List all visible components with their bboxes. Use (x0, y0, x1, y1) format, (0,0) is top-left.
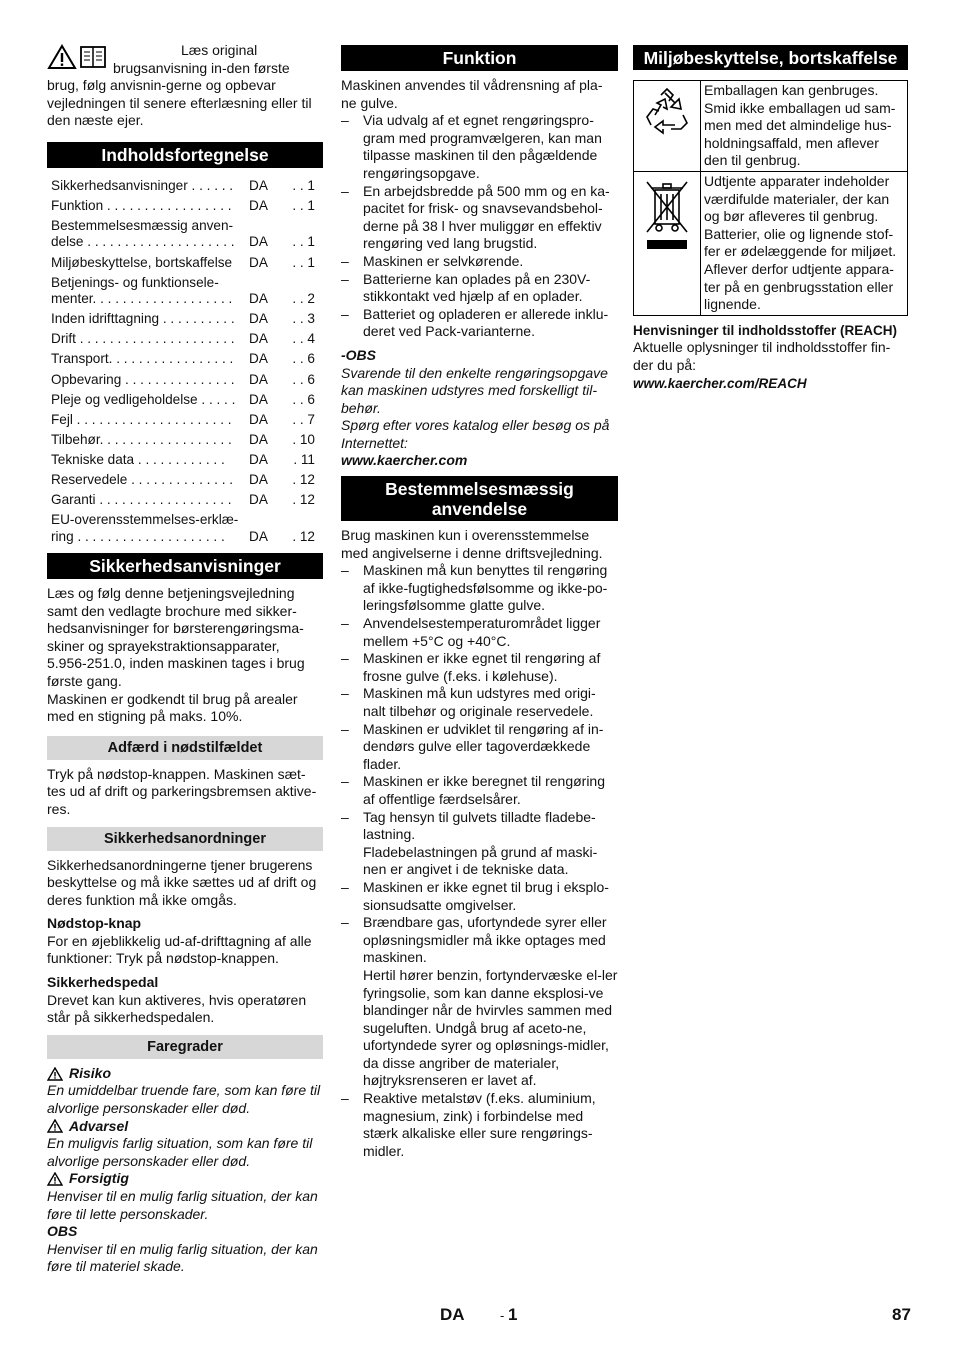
toc-entry-label: Sikkerhedsanvisninger . . . . . . (51, 177, 234, 193)
toc-row[interactable] (47, 273, 323, 310)
list-item: – Batterierne kan oplades på en 230V-stikkontakt ved hjælp af en oplader. (341, 271, 618, 306)
risk-heading-text: Risiko (69, 1064, 112, 1081)
toc-entry-lang: DA (249, 528, 268, 544)
function-list (341, 112, 618, 341)
environment-title: Miljøbeskyttelse, bortskaffelse (633, 45, 908, 70)
list-item: – Maskinen må kun benyttes til rengøring af ikke-fugtighedsfølsomme og ikke-po-leringsfølsomme glatte gulve. (341, 562, 618, 615)
safety-p1: Læs og følg denne betjeningsvejledning samt den vedlagte brochure med sikker-hedsanvisninger for børsterengøringsma-skiner og sprayekstraktionsapparater, 5.956-251.0, inden maskinen tages i brug første gang. (47, 584, 305, 689)
risk-text: En umiddelbar truende fare, som kan føre til alvorlige personskader eller død. (47, 1082, 321, 1117)
crossed-bin-icon-cell (634, 171, 701, 315)
function-url[interactable]: www.kaercher.com (341, 452, 468, 469)
toc-entry-label: Opbevaring . . . . . . . . . . . . . . . (51, 371, 235, 387)
toc-row[interactable] (47, 216, 323, 253)
toc-entry-page: . . 7 (292, 411, 315, 427)
devices-text: Sikkerhedsanordningerne tjener brugerens beskyttelse og må ikke sættes ud af drift og deres funktion må ikke omgås. (47, 856, 317, 908)
estop-heading: Nødstop-knap (47, 915, 142, 932)
toc-row[interactable] (47, 510, 323, 547)
list-item: – Maskinen er ikke egnet til rengøring af frosne gulve (f.eks. i kølehuse). (341, 650, 618, 685)
toc-entry-lang: DA (249, 331, 268, 347)
toc-entry-lang: DA (249, 411, 268, 427)
toc-entry-lang: DA (249, 451, 268, 467)
toc-entry-page: . 12 (292, 471, 315, 487)
toc-entry-lang: DA (249, 431, 268, 447)
toc-entry-page: . . 3 (292, 311, 315, 327)
toc-entry-label: Reservedele . . . . . . . . . . . . . . (51, 471, 234, 487)
toc-row[interactable] (47, 330, 323, 350)
warning-triangle-icon (47, 1067, 63, 1081)
manual-book-icon (79, 44, 107, 70)
toc-entry-page: . 12 (292, 528, 315, 544)
footer-lang: DA (440, 1305, 465, 1324)
toc-entry-label: EU-overensstemmelses-erklæ-ring . . . . . . . . . . . . . . . . . . . . (51, 512, 239, 544)
intended-list (341, 562, 618, 1160)
intro-icons (47, 44, 107, 70)
environment-row-recycling (634, 81, 908, 172)
footer-sub-num: 1 (507, 1305, 518, 1324)
toc-row[interactable] (47, 253, 323, 273)
emergency-text: Tryk på nødstop-knappen. Maskinen sæt-tes ud af drift og parkeringsbremsen aktive-res. (47, 765, 317, 817)
toc-entry-page: . 11 (293, 451, 315, 467)
toc-row[interactable] (47, 176, 323, 196)
toc-row[interactable] (47, 350, 323, 370)
reach-text: Aktuelle oplysninger til indholdsstoffer fin-der du på: (633, 339, 891, 373)
toc-row[interactable] (47, 196, 323, 216)
toc-entry-page: . . 1 (292, 234, 315, 250)
list-item: – Maskinen er ikke egnet til brug i eksplo-sionsudsatte omgivelser. (341, 879, 618, 914)
toc-entry-page: . . 4 (292, 331, 315, 347)
intro-block (47, 42, 323, 130)
list-item: – Anvendelsestemperaturområdet ligger mellem +5°C og +40°C. (341, 615, 618, 650)
function-note-heading: -OBS (341, 346, 377, 363)
toc-entry-page: . . 1 (292, 177, 315, 193)
intended-intro: Brug maskinen kun i overensstemmelse med angivelserne i denne driftsvejledning. (341, 527, 603, 561)
recycling-icon (641, 85, 693, 137)
crossed-out-bin-icon (641, 176, 693, 252)
environment-table (633, 80, 908, 316)
toc-entry-page: . 10 (292, 431, 315, 447)
list-item: – Maskinen er ikke beregnet til rengøring af offentlige færdselsårer. (341, 773, 618, 808)
caution-text: Henviser til en mulig farlig situation, der kan føre til lette personskader. (47, 1188, 318, 1222)
list-item: – Via udvalg af et egnet rengøringspro-gram med programvælgeren, kan man tilpasse maskinen til den pågældende rengøringsopgave. (341, 112, 618, 182)
toc-row[interactable] (47, 370, 323, 390)
risk-heading (47, 1065, 323, 1083)
toc-entry-page: . . 6 (292, 371, 315, 387)
function-title: Funktion (341, 45, 618, 71)
devices-title: Sikkerhedsanordninger (47, 827, 323, 851)
toc-row[interactable] (47, 309, 323, 329)
column-middle (341, 42, 618, 1160)
reach-url[interactable]: www.kaercher.com/REACH (633, 375, 807, 391)
function-note-heading-text: OBS (345, 346, 377, 363)
warning-heading-text: Advarsel (69, 1117, 129, 1134)
toc-entry-label: Miljøbeskyttelse, bortskaffelse (51, 254, 233, 270)
warning-text: En muligvis farlig situation, som kan føre til alvorlige personskader eller død. (47, 1135, 313, 1169)
toc-row[interactable] (47, 410, 323, 430)
estop-text: For en øjeblikkelig ud-af-drifttagning af alle funktioner: Tryk på nødstop-knappen. (47, 932, 312, 967)
safety-p2: Maskinen er godkendt til brug på arealer med en stigning på maks. 10%. (47, 690, 298, 725)
function-note-text1: Svarende til den enkelte rengøringsopgave kan maskinen udstyres med forskelligt til-behør. (341, 364, 608, 416)
toc-entry-label: Drift . . . . . . . . . . . . . . . . . . . . . (51, 331, 235, 347)
toc-entry-label: Funktion . . . . . . . . . . . . . . . . . (51, 197, 232, 213)
toc-entry-label: Fejl . . . . . . . . . . . . . . . . . . . . . (51, 411, 232, 427)
warning-triangle-icon (47, 1119, 63, 1133)
safety-title: Sikkerhedsanvisninger (47, 553, 323, 579)
reach-heading: Henvisninger til indholdsstoffer (REACH) (633, 322, 898, 338)
hazard-title: Faregrader (47, 1035, 323, 1059)
toc-entry-lang: DA (249, 234, 268, 250)
toc-entry-page: . . 2 (292, 291, 315, 307)
toc-entry-lang: DA (249, 177, 268, 193)
toc-entry-page: . . 6 (292, 351, 315, 367)
list-item: – En arbejdsbredde på 500 mm og en ka-pacitet for frisk- og snavsevandsbehol-derne på 38 l hver muliggør en effektiv rengøring ved lang brugstid. (341, 183, 618, 253)
note-heading: OBS (47, 1223, 78, 1240)
toc-row[interactable] (47, 430, 323, 450)
intro-text: Læs original brugsanvisning in-den første brug, følg anvisnin-gerne og opbevar vejledningen til senere efterlæsning eller til den næste ejer. (47, 42, 312, 129)
toc-entry-lang: DA (249, 391, 268, 407)
toc-entry-label: Garanti . . . . . . . . . . . . . . . . . . (51, 492, 232, 508)
environment-row-disposal (634, 171, 908, 315)
toc-entry-page: . . 6 (292, 391, 315, 407)
function-note-text2: Spørg efter vores katalog eller besøg os på Internettet: (341, 417, 610, 451)
toc-row[interactable] (47, 490, 323, 510)
list-item: – Maskinen må kun udstyres med origi-nalt tilbehør og originale reservedele. (341, 685, 618, 720)
toc-entry-label: Tekniske data . . . . . . . . . . . . (51, 451, 225, 467)
toc-entry-lang: DA (249, 471, 268, 487)
list-item: – Brændbare gas, ufortyndede syrer eller opløsningsmidler må ikke optages med maskinen. Hertil hører benzin, fortyndervæske el-ler fyringsolie, som kan danne eksplosi-ve blandinger når de hvirvles sammen med sugeluften. Undgå brug af aceto-ne, ufortyndede syrer og opløsnings-midler, da disse angriber de materialer, højtryksrenseren er lavet af. (341, 914, 618, 1090)
toc-table (47, 176, 323, 547)
pedal-text: Drevet kan kun aktiveres, hvis operatøren står på sikkerhedspedalen. (47, 991, 307, 1026)
toc-entry-label: Bestemmelsesmæssig anven-delse . . . . . . . . . . . . . . . . . . . . (51, 217, 235, 250)
warning-heading (47, 1118, 323, 1136)
toc-entry-label: Transport. . . . . . . . . . . . . . . . . (51, 351, 234, 367)
list-item: – Tag hensyn til gulvets tilladte fladebe-lastning. Fladebelastningen på grund af maski-nen er angivet i de tekniske data. (341, 809, 618, 879)
footer-page: 87 (892, 1305, 911, 1324)
toc-row[interactable] (47, 390, 323, 410)
function-intro: Maskinen anvendes til vådrensning af pla-ne gulve. (341, 77, 603, 111)
toc-title: Indholdsfortegnelse (47, 142, 323, 168)
toc-row[interactable] (47, 470, 323, 490)
list-item: – Batteriet og opladeren er allerede inklu-deret ved Pack-varianterne. (341, 306, 618, 341)
list-item: – Maskinen er selvkørende. (341, 253, 618, 271)
toc-entry-lang: DA (249, 311, 268, 327)
warning-triangle-icon (47, 44, 77, 70)
emergency-title: Adfærd i nødstilfældet (47, 736, 323, 760)
toc-entry-page: . . 1 (292, 197, 315, 213)
caution-heading-text: Forsigtig (69, 1170, 129, 1187)
toc-entry-label: Tilbehør. . . . . . . . . . . . . . . . . . (51, 431, 232, 447)
column-left (47, 42, 323, 1276)
list-item: – Reaktive metalstøv (f.eks. aluminium, magnesium, zink) i forbindelse med stærk alkaliske eller sure rengørings-midler. (341, 1090, 618, 1160)
toc-entry-label: Betjenings- og funktionsele-menter. . . . . . . . . . . . . . . . . . . (51, 274, 233, 307)
toc-entry-lang: DA (249, 492, 268, 508)
note-text: Henviser til en mulig farlig situation, der kan føre til materiel skade. (47, 1240, 318, 1275)
environment-row2-text: Udtjente apparater indeholder værdifulde materialer, der kan og bør afleveres til genbrug. Batterier, olie og lignende stof-fer er ødelæggende for miljøet. Aflever derfor udtjente appara-ter på en genbrugsstation eller lignende. (701, 171, 908, 315)
toc-entry-label: Pleje og vedligeholdelse . . . . . (51, 391, 236, 407)
toc-entry-lang: DA (249, 291, 268, 307)
toc-entry-lang: DA (249, 371, 268, 387)
recycling-icon-cell (634, 81, 701, 172)
column-right (633, 42, 908, 392)
toc-entry-lang: DA (249, 254, 268, 270)
toc-entry-page: . 12 (292, 492, 315, 508)
toc-row[interactable] (47, 450, 323, 470)
environment-row1-text: Emballagen kan genbruges. Smid ikke emballagen ud sam-men med det almindelige hus-holdningsaffald, men aflever den til genbrug. (701, 81, 908, 172)
intended-title: Bestemmelsesmæssig anvendelse (341, 476, 618, 521)
toc-entry-lang: DA (249, 197, 268, 213)
toc-entry-label: Inden idrifttagning . . . . . . . . . . (51, 311, 235, 327)
list-item: – Maskinen er udviklet til rengøring af in-dendørs gulve eller tagoverdækkede flader. (341, 721, 618, 774)
footer-sub: - 1 (500, 1305, 518, 1324)
toc-entry-page: . . 1 (292, 254, 315, 270)
caution-heading (47, 1170, 323, 1188)
warning-triangle-icon (47, 1172, 63, 1186)
toc-entry-lang: DA (249, 351, 268, 367)
pedal-heading: Sikkerhedspedal (47, 974, 159, 991)
